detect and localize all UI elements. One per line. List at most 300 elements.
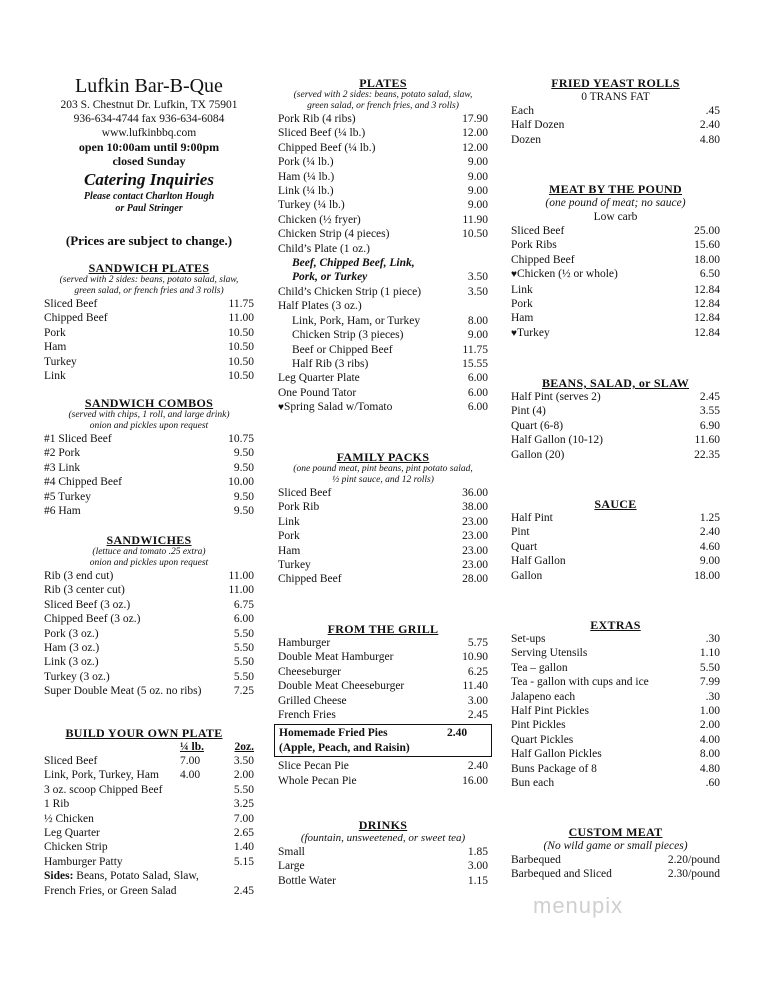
business-name: Lufkin Bar-B-Que bbox=[75, 75, 223, 97]
item-price: 18.00 bbox=[694, 253, 720, 266]
menu-item bbox=[44, 461, 254, 475]
section-note: (served with 2 sides: beans, potato salad, slaw, bbox=[59, 275, 239, 285]
menu-item bbox=[278, 155, 488, 169]
item-price: 10.50 bbox=[228, 326, 254, 339]
item-price: 17.90 bbox=[462, 113, 488, 125]
business-closed: closed Sunday bbox=[112, 154, 186, 168]
fried-pies-box bbox=[274, 724, 492, 757]
menu-item bbox=[511, 390, 720, 404]
item-name: Pork (3 oz.) bbox=[44, 627, 99, 640]
menu-item bbox=[278, 299, 488, 313]
item-name: Ham bbox=[44, 341, 67, 354]
item-price: 6.00 bbox=[467, 386, 488, 399]
item-price: 9.50 bbox=[233, 461, 254, 474]
menu-item bbox=[511, 853, 720, 867]
item-name: Sliced Beef (3 oz.) bbox=[44, 598, 131, 611]
item-name: Pork Ribs bbox=[511, 239, 557, 252]
item-price: 10.00 bbox=[228, 476, 254, 489]
menu-item bbox=[44, 768, 254, 782]
item-price: 1.00 bbox=[699, 705, 720, 718]
item-price: 22.35 bbox=[694, 448, 720, 461]
item-price: 2.30/pound bbox=[667, 868, 720, 881]
item-price: 10.50 bbox=[228, 370, 254, 383]
menu-item bbox=[511, 267, 720, 282]
item-price: 15.60 bbox=[694, 239, 720, 252]
item-price: 1.85 bbox=[467, 846, 488, 858]
menu-item bbox=[511, 675, 720, 689]
menu-item bbox=[44, 612, 254, 626]
item-name: Quart bbox=[511, 540, 538, 553]
section-build-plate bbox=[44, 726, 254, 898]
menu-item bbox=[511, 311, 720, 325]
menu-item bbox=[278, 544, 488, 558]
item-price: 6.90 bbox=[699, 419, 720, 432]
menu-item bbox=[44, 475, 254, 489]
menu-item bbox=[511, 253, 720, 267]
business-website[interactable]: www.lufkinbbq.com bbox=[101, 127, 197, 139]
item-name: Homemade Fried Pies bbox=[279, 727, 388, 740]
section-title: CUSTOM MEAT bbox=[568, 825, 663, 839]
menu-item bbox=[511, 419, 720, 433]
menu-item bbox=[44, 504, 254, 518]
menu-item bbox=[278, 529, 488, 543]
sides-label: Sides: bbox=[44, 870, 74, 883]
item-price-quarter-lb bbox=[180, 797, 220, 811]
item-price: 5.75 bbox=[467, 637, 488, 649]
item-price-quarter-lb bbox=[180, 840, 220, 854]
item-name: Grilled Cheese bbox=[278, 694, 347, 707]
item-price: 28.00 bbox=[462, 573, 488, 586]
item-name: 1 Rib bbox=[44, 798, 70, 811]
section-family-packs bbox=[278, 450, 488, 587]
item-price: 11.00 bbox=[228, 312, 254, 325]
section-note: (No wild game or small pieces) bbox=[543, 840, 688, 852]
section-note: (fountain, unsweetened, or sweet tea) bbox=[300, 832, 466, 844]
item-price: .45 bbox=[705, 105, 720, 117]
item-price-quarter-lb: 4.00 bbox=[180, 769, 201, 782]
item-price: 1.10 bbox=[699, 647, 720, 660]
item-name: Chipped Beef bbox=[511, 253, 575, 266]
item-name: Pork Rib bbox=[278, 501, 320, 514]
menu-item bbox=[278, 515, 488, 529]
item-price: 11.40 bbox=[462, 680, 488, 693]
menu-item bbox=[44, 855, 254, 869]
item-price: 11.00 bbox=[228, 584, 254, 597]
section-custom-meat bbox=[511, 825, 720, 882]
item-name: Half Gallon Pickles bbox=[511, 748, 602, 761]
item-price: 11.75 bbox=[228, 298, 254, 310]
section-title: SANDWICHES bbox=[106, 533, 192, 547]
item-price: 9.00 bbox=[467, 156, 488, 169]
item-name: Pork bbox=[278, 530, 300, 543]
item-name: Turkey bbox=[44, 355, 77, 368]
item-name: Link bbox=[44, 370, 66, 383]
item-name: Hamburger Patty bbox=[44, 855, 123, 868]
item-name: #5 Turkey bbox=[44, 490, 91, 503]
item-price bbox=[440, 242, 488, 256]
item-price: 6.50 bbox=[699, 268, 720, 281]
item-name: Half Gallon bbox=[511, 555, 566, 568]
menu-item bbox=[44, 583, 254, 597]
item-price: 5.50 bbox=[233, 656, 254, 669]
item-price-2oz: 5.15 bbox=[233, 855, 254, 868]
item-name: Half Pint bbox=[511, 512, 553, 524]
item-price: 25.00 bbox=[694, 225, 720, 237]
sides-text-2: French Fries, or Green Salad bbox=[44, 884, 177, 897]
item-price bbox=[440, 299, 488, 313]
item-name: Gallon bbox=[511, 569, 543, 582]
menu-item bbox=[278, 665, 488, 679]
item-name: ½ Chicken bbox=[44, 812, 94, 825]
item-price-2oz: 3.25 bbox=[233, 798, 254, 811]
item-name: 3 oz. scoop Chipped Beef bbox=[44, 783, 163, 796]
menu-item bbox=[279, 726, 487, 740]
menu-item bbox=[278, 679, 488, 693]
section-note: (served with chips, 1 roll, and large drink) bbox=[68, 410, 230, 420]
item-price: 10.75 bbox=[228, 433, 254, 445]
menu-item bbox=[278, 558, 488, 572]
item-name: Sliced Beef bbox=[44, 298, 98, 310]
menu-item bbox=[278, 112, 488, 126]
item-price: 23.00 bbox=[462, 515, 488, 528]
section-extras bbox=[511, 618, 720, 790]
menu-item bbox=[278, 759, 488, 773]
item-price: 38.00 bbox=[462, 501, 488, 514]
item-name: Bun each bbox=[511, 777, 555, 790]
item-price: 2.40 bbox=[699, 119, 720, 132]
menu-item bbox=[44, 670, 254, 684]
item-name: Jalapeno each bbox=[511, 690, 576, 703]
item-name: Turkey bbox=[278, 559, 311, 572]
item-price: 10.50 bbox=[462, 228, 488, 241]
section-title: EXTRAS bbox=[590, 618, 641, 632]
section-title: SANDWICH PLATES bbox=[88, 261, 210, 275]
item-price: 2.40 bbox=[467, 760, 488, 773]
item-price: .60 bbox=[705, 777, 720, 790]
item-name: Sliced Beef bbox=[511, 225, 565, 237]
item-price: 5.50 bbox=[233, 642, 254, 655]
menu-item bbox=[278, 170, 488, 184]
section-note: (served with 2 sides: beans, potato salad, slaw, bbox=[293, 90, 473, 100]
item-price: 9.50 bbox=[233, 447, 254, 460]
item-price: 23.00 bbox=[462, 530, 488, 543]
section-yeast-rolls bbox=[511, 76, 720, 147]
item-name: Rib (3 end cut) bbox=[44, 570, 114, 582]
menu-item bbox=[278, 859, 488, 873]
item-price: 5.50 bbox=[233, 627, 254, 640]
item-price: 16.00 bbox=[462, 774, 488, 787]
item-price: 8.00 bbox=[467, 314, 488, 327]
menu-item bbox=[511, 224, 720, 238]
item-price: 8.00 bbox=[699, 748, 720, 761]
item-price: 9.00 bbox=[467, 329, 488, 342]
menu-item bbox=[511, 704, 720, 718]
item-price-quarter-lb bbox=[180, 855, 220, 869]
menu-item bbox=[511, 569, 720, 583]
section-meat-pound bbox=[511, 182, 720, 341]
item-name: Link bbox=[278, 515, 300, 528]
section-note: green salad, or french fries, and 3 rolls) bbox=[307, 101, 459, 111]
business-phones: 936-634-4744 fax 936-634-6084 bbox=[73, 113, 225, 125]
build-plate-sides bbox=[44, 869, 254, 883]
menu-item bbox=[511, 238, 720, 252]
item-price: 9.50 bbox=[233, 505, 254, 518]
business-address: 203 S. Chestnut Dr. Lufkin, TX 75901 bbox=[60, 99, 238, 111]
item-price-quarter-lb bbox=[180, 783, 220, 797]
item-name: Chipped Beef (3 oz.) bbox=[44, 613, 141, 626]
catering-contact-1: Please contact Charlton Hough bbox=[83, 191, 215, 202]
item-name: Each bbox=[511, 105, 534, 117]
item-price: 2.45 bbox=[467, 709, 488, 722]
col-quarter-lb: ¼ lb. bbox=[180, 741, 204, 753]
item-price: 10.50 bbox=[228, 355, 254, 368]
menu-item bbox=[44, 432, 254, 446]
section-sandwich-combos bbox=[44, 396, 254, 518]
item-name: Half Pint (serves 2) bbox=[511, 391, 601, 403]
item-price-2oz: 7.00 bbox=[233, 812, 254, 825]
menu-item bbox=[511, 632, 720, 646]
heart-icon: ♥ bbox=[511, 269, 517, 281]
item-price-quarter-lb: 7.00 bbox=[180, 755, 201, 767]
section-beans bbox=[511, 376, 720, 462]
menu-item bbox=[44, 340, 254, 354]
item-price: 3.50 bbox=[467, 285, 488, 298]
menu-item bbox=[511, 133, 720, 147]
item-name: Child’s Plate (1 oz.) bbox=[278, 242, 370, 255]
low-carb-label: Low carb bbox=[593, 211, 638, 223]
menu-item bbox=[278, 386, 488, 400]
item-name: Half Pint Pickles bbox=[511, 705, 589, 718]
menu-item bbox=[44, 490, 254, 504]
section-title: SAUCE bbox=[594, 497, 637, 511]
item-name: Large bbox=[278, 860, 305, 873]
item-price: 36.00 bbox=[462, 487, 488, 499]
menu-item bbox=[278, 774, 488, 788]
menu-item bbox=[278, 874, 488, 888]
item-name: Pork Rib (4 ribs) bbox=[278, 113, 356, 125]
item-price: 7.25 bbox=[233, 685, 254, 698]
item-name: Whole Pecan Pie bbox=[278, 774, 357, 787]
item-price-2oz: 1.40 bbox=[233, 841, 254, 854]
section-note: (lettuce and tomato .25 extra) bbox=[92, 547, 206, 557]
section-title: BEANS, SALAD, or SLAW bbox=[541, 376, 690, 390]
item-name: Sliced Beef bbox=[44, 755, 98, 767]
watermark: menupix bbox=[533, 893, 624, 918]
item-price: 9.00 bbox=[699, 555, 720, 568]
item-name: Sliced Beef (¼ lb.) bbox=[278, 127, 366, 140]
item-name: #1 Sliced Beef bbox=[44, 433, 112, 445]
item-name: Quart Pickles bbox=[511, 733, 574, 746]
menu-item bbox=[511, 718, 720, 732]
item-name: Hamburger bbox=[278, 637, 331, 649]
menu-item bbox=[511, 448, 720, 462]
section-note: onion and pickles upon request bbox=[89, 558, 209, 568]
section-note: (one pound of meat; no sauce) bbox=[545, 197, 686, 209]
item-price: 2.40 bbox=[699, 526, 720, 539]
item-name: Pint Pickles bbox=[511, 719, 566, 732]
item-price: 9.00 bbox=[467, 185, 488, 198]
menu-item bbox=[278, 343, 488, 357]
item-name: Pork (¼ lb.) bbox=[278, 156, 334, 169]
menu-item bbox=[44, 355, 254, 369]
item-name: Half Gallon (10-12) bbox=[511, 434, 603, 447]
item-price: 23.00 bbox=[462, 544, 488, 557]
menu-item bbox=[278, 328, 488, 342]
item-name: Chicken Strip bbox=[44, 841, 108, 854]
item-price: 1.15 bbox=[467, 874, 488, 887]
item-name: Ham (3 oz.) bbox=[44, 642, 100, 655]
menu-item bbox=[511, 776, 720, 790]
menu-item bbox=[278, 357, 488, 371]
section-note: ½ pint sauce, and 12 rolls) bbox=[332, 475, 434, 485]
menu-item-note bbox=[279, 741, 487, 755]
item-price: 12.84 bbox=[694, 326, 720, 339]
menu-item bbox=[511, 297, 720, 311]
item-name: Turkey bbox=[516, 326, 550, 339]
item-name: Rib (3 center cut) bbox=[44, 584, 125, 597]
build-plate-header bbox=[44, 740, 254, 754]
item-name: Dozen bbox=[511, 133, 542, 146]
item-price: 4.80 bbox=[699, 133, 720, 146]
section-title: SANDWICH COMBOS bbox=[84, 396, 214, 410]
item-name: Ham bbox=[278, 544, 301, 557]
item-name: Gallon (20) bbox=[511, 448, 565, 461]
item-price: 1.25 bbox=[699, 512, 720, 524]
item-name: Chicken (½ fryer) bbox=[278, 213, 361, 226]
menu-item bbox=[44, 641, 254, 655]
item-name: Link (¼ lb.) bbox=[278, 185, 334, 198]
menu-item bbox=[278, 500, 488, 514]
menu-item bbox=[44, 297, 254, 311]
price-notice: (Prices are subject to change.) bbox=[65, 233, 233, 248]
item-name: Pork bbox=[44, 326, 66, 339]
catering-title: Catering Inquiries bbox=[84, 170, 214, 189]
menu-item bbox=[278, 400, 488, 415]
menu-item bbox=[44, 684, 254, 698]
item-name: #2 Pork bbox=[44, 447, 81, 460]
section-title: PLATES bbox=[359, 76, 407, 90]
section-note: onion and pickles upon request bbox=[89, 421, 209, 431]
item-price: 15.55 bbox=[462, 357, 488, 370]
item-name: Half Rib (3 ribs) bbox=[292, 357, 369, 370]
menu-item bbox=[511, 283, 720, 297]
item-name: Link (3 oz.) bbox=[44, 656, 99, 669]
section-sandwich-plates bbox=[44, 261, 254, 383]
menu-item bbox=[44, 655, 254, 669]
section-title: DRINKS bbox=[358, 818, 408, 832]
item-price: 6.25 bbox=[467, 665, 488, 678]
item-name: Bottle Water bbox=[278, 874, 336, 887]
menu-item bbox=[278, 213, 488, 227]
item-name: Turkey (3 oz.) bbox=[44, 670, 110, 683]
item-price: 5.50 bbox=[233, 670, 254, 683]
item-name: Serving Utensils bbox=[511, 647, 588, 660]
item-price-quarter-lb bbox=[180, 826, 220, 840]
item-price: 12.84 bbox=[694, 312, 720, 325]
menu-item bbox=[511, 762, 720, 776]
item-name: Pork, or Turkey bbox=[292, 271, 368, 284]
item-price: 2.20/pound bbox=[667, 854, 720, 866]
menu-item bbox=[44, 446, 254, 460]
item-name: Pork bbox=[511, 298, 533, 311]
item-price: 6.00 bbox=[467, 372, 488, 385]
item-price: 2.45 bbox=[699, 391, 720, 403]
menu-item bbox=[278, 256, 488, 270]
menu-item bbox=[511, 867, 720, 881]
menu-item bbox=[278, 126, 488, 140]
item-name: #4 Chipped Beef bbox=[44, 476, 122, 489]
item-price: 2.00 bbox=[699, 719, 720, 732]
item-name: Spring Salad w/Tomato bbox=[283, 401, 393, 414]
menu-item bbox=[278, 694, 488, 708]
item-name: Chicken Strip (3 pieces) bbox=[292, 329, 404, 342]
item-price: 12.00 bbox=[462, 141, 488, 154]
menu-item bbox=[44, 569, 254, 583]
item-price: 3.55 bbox=[699, 405, 720, 418]
item-name: Link, Pork, Ham, or Turkey bbox=[292, 314, 421, 327]
build-plate-sides-row bbox=[44, 884, 254, 898]
item-name: Quart (6-8) bbox=[511, 419, 564, 432]
item-price: 9.50 bbox=[233, 490, 254, 503]
menu-item bbox=[44, 783, 254, 797]
menu-item bbox=[511, 540, 720, 554]
item-name: (Apple, Peach, and Raisin) bbox=[279, 741, 410, 754]
item-name: Ham (¼ lb.) bbox=[278, 170, 335, 183]
business-header bbox=[44, 74, 254, 215]
menu-item bbox=[511, 104, 720, 118]
item-name: Double Meat Hamburger bbox=[278, 651, 394, 664]
menu-item bbox=[278, 486, 488, 500]
item-price: 6.00 bbox=[233, 613, 254, 626]
sides-text: Beans, Potato Salad, Slaw, bbox=[73, 870, 199, 883]
item-name: French Fries bbox=[278, 709, 336, 722]
section-title: MEAT BY THE POUND bbox=[548, 182, 682, 196]
item-name: Half Dozen bbox=[511, 119, 565, 132]
item-name: Leg Quarter Plate bbox=[278, 372, 360, 385]
menu-item bbox=[278, 845, 488, 859]
item-price: 12.84 bbox=[694, 298, 720, 311]
item-price: 4.60 bbox=[699, 540, 720, 553]
menu-item bbox=[278, 708, 488, 722]
item-price: .30 bbox=[705, 633, 720, 645]
item-price: 4.00 bbox=[699, 733, 720, 746]
item-name: Set-ups bbox=[511, 633, 546, 645]
menu-item bbox=[278, 270, 488, 284]
item-price: 11.90 bbox=[462, 213, 488, 226]
section-title: FAMILY PACKS bbox=[336, 450, 430, 464]
item-name: Chipped Beef (¼ lb.) bbox=[278, 141, 376, 154]
section-drinks bbox=[278, 818, 488, 888]
menu-item bbox=[44, 840, 254, 854]
item-name: One Pound Tator bbox=[278, 386, 357, 399]
item-price: 12.84 bbox=[694, 283, 720, 296]
item-price: .30 bbox=[705, 690, 720, 703]
item-name: Chipped Beef bbox=[44, 312, 108, 325]
section-plates bbox=[278, 76, 488, 416]
item-price-2oz: 5.50 bbox=[233, 783, 254, 796]
item-name: Sliced Beef bbox=[278, 487, 332, 499]
heart-icon: ♥ bbox=[511, 327, 517, 339]
menu-item bbox=[511, 733, 720, 747]
item-name: Beef or Chipped Beef bbox=[292, 343, 393, 356]
item-price-2oz: 2.65 bbox=[233, 827, 254, 840]
item-price-quarter-lb bbox=[180, 812, 220, 826]
menu-item bbox=[278, 650, 488, 664]
menu-item bbox=[44, 326, 254, 340]
item-name: Link, Pork, Turkey, Ham bbox=[44, 769, 159, 782]
item-price: 7.99 bbox=[699, 676, 720, 689]
section-title: BUILD YOUR OWN PLATE bbox=[65, 726, 223, 740]
